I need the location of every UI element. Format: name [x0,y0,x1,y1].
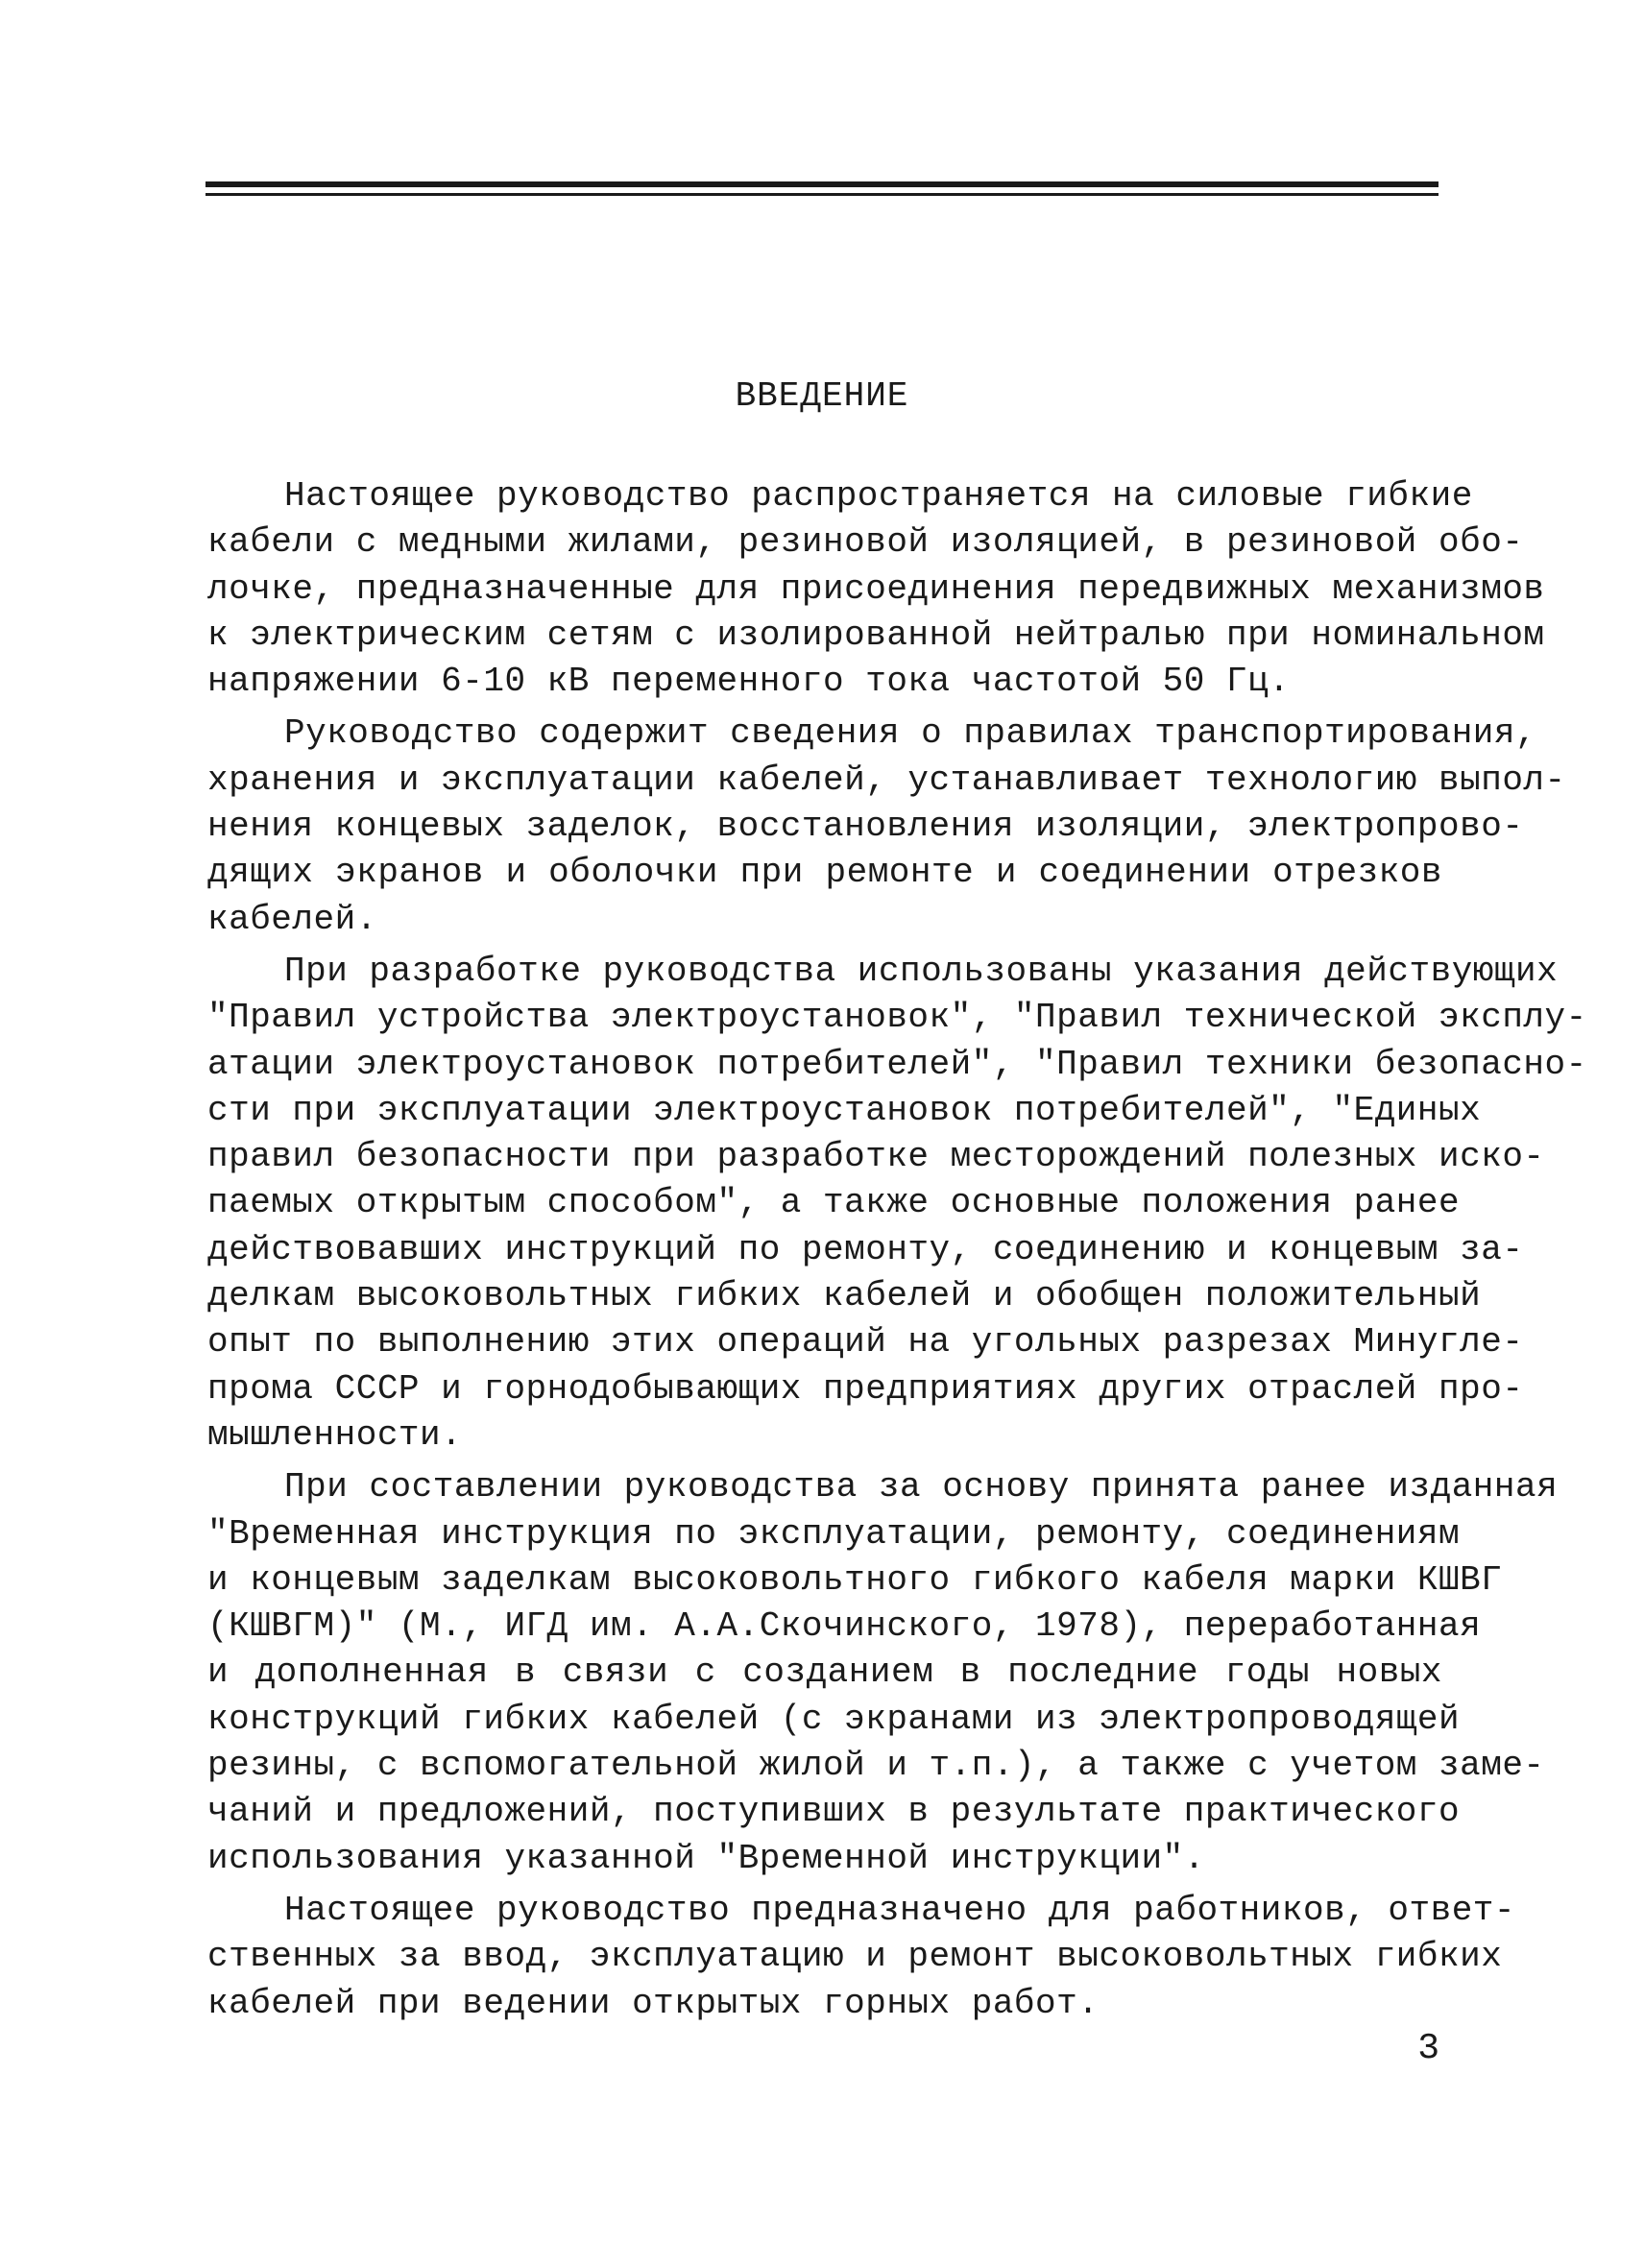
text-line: лочке, предназначенные для присоединения передвижных механизмов [207,568,1545,609]
paragraph [207,1888,1516,2027]
text-line: опыт по выполнению этих операций на угольных разрезах Минугле- [207,1322,1524,1363]
text-line: "Правил устройства электроустановок", "Правил технической эксплу- [207,998,1587,1038]
text-line: "Временная инструкция по эксплуатации, ремонту, соединениям [207,1513,1461,1554]
text-line: мышленности. [207,1414,463,1455]
text-line: дящих экранов и оболочки при ремонте и соединении отрезков [207,853,1442,893]
text-line: чаний и предложений, поступивших в результате практического [207,1792,1461,1832]
text-line: использования указанной "Временной инструкции". [207,1838,1205,1878]
text-line: паемых открытым способом", а также основные положения ранее [207,1183,1461,1223]
text-line: правил безопасности при разработке месторождений полезных иско- [207,1137,1545,1177]
text-line: напряжении 6-10 кВ переменного тока частотой 50 Гц. [207,662,1291,702]
text-line: прома СССР и горнодобывающих предприятиях других отраслей про- [207,1368,1524,1409]
text-line: делкам высоковольтных гибких кабелей и обобщен положительный [207,1276,1482,1316]
text-line: нения концевых заделок, восстановления изоляции, электропрово- [207,807,1524,847]
text-line: конструкций гибких кабелей (с экранами из электропроводящей [207,1699,1461,1739]
page-number: 3 [1417,2028,1439,2069]
text-line: Настоящее руководство распространяется на силовые гибкие [284,476,1473,516]
text-line: ственных за ввод, эксплуатацию и ремонт высоковольтных гибких [207,1937,1503,1977]
text-line: кабели с медными жилами, резиновой изоляцией, в резиновой обо- [207,522,1524,563]
header-rule-thin [206,193,1438,196]
text-line: хранения и эксплуатации кабелей, устанавливает технологию выпол- [207,760,1566,800]
text-line: кабелей. [207,899,377,939]
text-line: При разработке руководства использованы указания действующих [284,951,1559,991]
body-text [207,473,1587,2027]
text-line: кабелей при ведении открытых горных работ. [207,1983,1100,2023]
text-line: и дополненная в связи с созданием в последние годы новых [207,1653,1442,1693]
section-title: ВВЕДЕНИЕ [735,376,909,416]
text-line: и концевым заделкам высоковольтного гибкого кабеля марки КШВГ [207,1559,1503,1600]
text-line: сти при эксплуатации электроустановок потребителей", "Единых [207,1090,1482,1130]
paragraph [207,1464,1559,1882]
text-line: атации электроустановок потребителей", "Правил техники безопасно- [207,1044,1587,1084]
paragraph [207,473,1545,705]
paragraph [207,711,1566,942]
text-line: При составлении руководства за основу принята ранее изданная [284,1467,1559,1508]
text-line: резины, с вспомогательной жилой и т.п.), а также с учетом заме- [207,1746,1545,1786]
text-line: Руководство содержит сведения о правилах транспортирования, [284,713,1537,754]
text-line: действовавших инструкций по ремонту, соединению и концевым за- [207,1229,1524,1269]
text-line: Настоящее руководство предназначено для работников, ответ- [284,1890,1516,1930]
paragraph [207,949,1587,1459]
text-line: (КШВГМ)" (М., ИГД им. А.А.Скочинского, 1978), переработанная [207,1606,1482,1647]
text-line: к электрическим сетям с изолированной нейтралью при номинальном [207,615,1545,655]
header-rule-thick [206,181,1438,187]
